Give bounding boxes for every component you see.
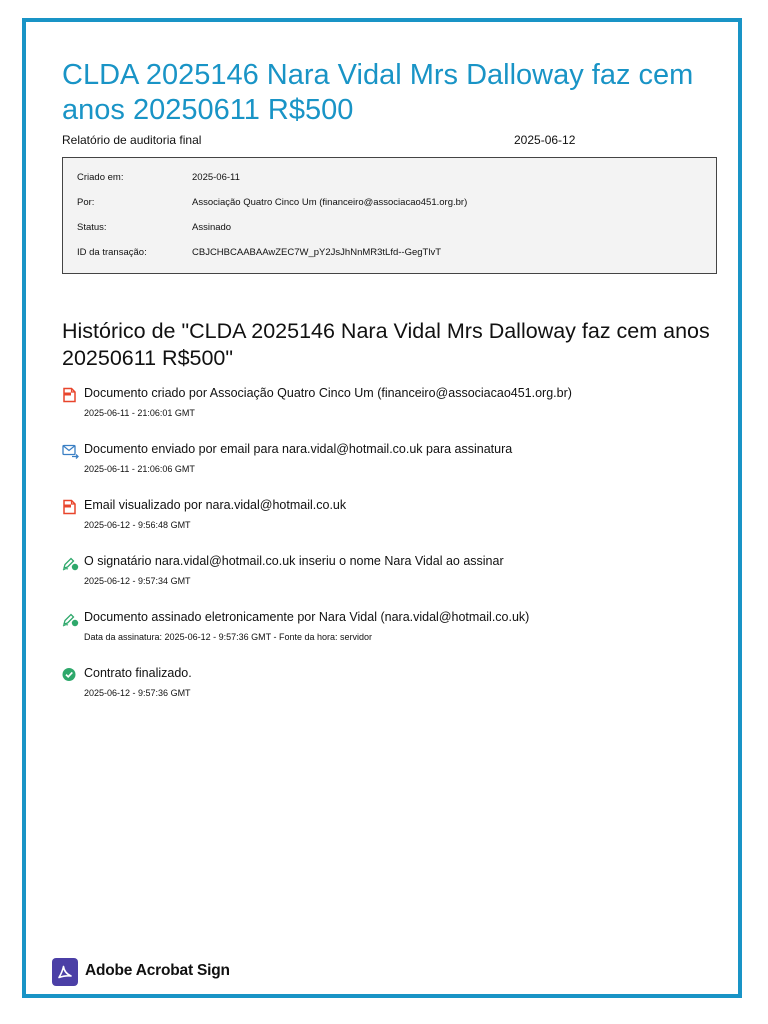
history-event (62, 442, 722, 482)
history-event (62, 666, 722, 706)
transaction-info-box (62, 157, 717, 274)
event-text: Contrato finalizado. (84, 666, 192, 680)
event-text: Documento assinado eletronicamente por Nara Vidal (nara.vidal@hotmail.co.uk) (84, 610, 530, 624)
event-timestamp: 2025-06-12 - 9:57:34 GMT (84, 576, 191, 586)
history-title: Histórico de "CLDA 2025146 Nara Vidal Mrs Dalloway faz cem anos 20250611 R$500" (62, 319, 710, 370)
info-value: 2025-06-11 (192, 172, 240, 183)
check-circle-icon (62, 667, 78, 683)
event-text: O signatário nara.vidal@hotmail.co.uk inseriu o nome Nara Vidal ao assinar (84, 554, 504, 568)
report-date: 2025-06-12 (514, 133, 576, 147)
event-timestamp: 2025-06-11 - 21:06:06 GMT (84, 464, 195, 474)
info-label: Status: (77, 222, 107, 233)
sign-pen-icon (62, 611, 78, 627)
info-value: CBJCHBCAABAAwZEC7W_pY2JsJhNnMR3tLfd--GegTlvT (192, 247, 442, 258)
document-icon (62, 499, 78, 515)
event-timestamp: Data da assinatura: 2025-06-12 - 9:57:36 GMT - Fonte da hora: servidor (84, 632, 372, 642)
event-text: Documento enviado por email para nara.vidal@hotmail.co.uk para assinatura (84, 442, 513, 456)
info-label: ID da transação: (77, 247, 147, 258)
info-value: Associação Quatro Cinco Um (financeiro@associacao451.org.br) (192, 197, 468, 208)
history-event (62, 498, 722, 538)
info-value: Assinado (192, 222, 232, 233)
history-event (62, 554, 722, 594)
info-label: Por: (77, 197, 95, 208)
email-send-icon (62, 443, 78, 459)
event-timestamp: 2025-06-12 - 9:57:36 GMT (84, 688, 191, 698)
adobe-acrobat-icon (52, 958, 78, 986)
event-text: Documento criado por Associação Quatro Cinco Um (financeiro@associacao451.org.br) (84, 386, 572, 400)
page-frame (22, 18, 742, 998)
brand-name: Adobe Acrobat Sign (85, 962, 230, 979)
event-timestamp: 2025-06-12 - 9:56:48 GMT (84, 520, 191, 530)
event-timestamp: 2025-06-11 - 21:06:01 GMT (84, 408, 195, 418)
info-label: Criado em: (77, 172, 124, 183)
event-text: Email visualizado por nara.vidal@hotmail.co.uk (84, 498, 347, 512)
history-event (62, 386, 722, 426)
document-icon (62, 387, 78, 403)
report-subtitle: Relatório de auditoria final (62, 133, 202, 147)
document-title: CLDA 2025146 Nara Vidal Mrs Dalloway faz cem anos 20250611 R$500 (62, 59, 694, 126)
history-event (62, 610, 722, 650)
sign-pen-icon (62, 555, 78, 571)
